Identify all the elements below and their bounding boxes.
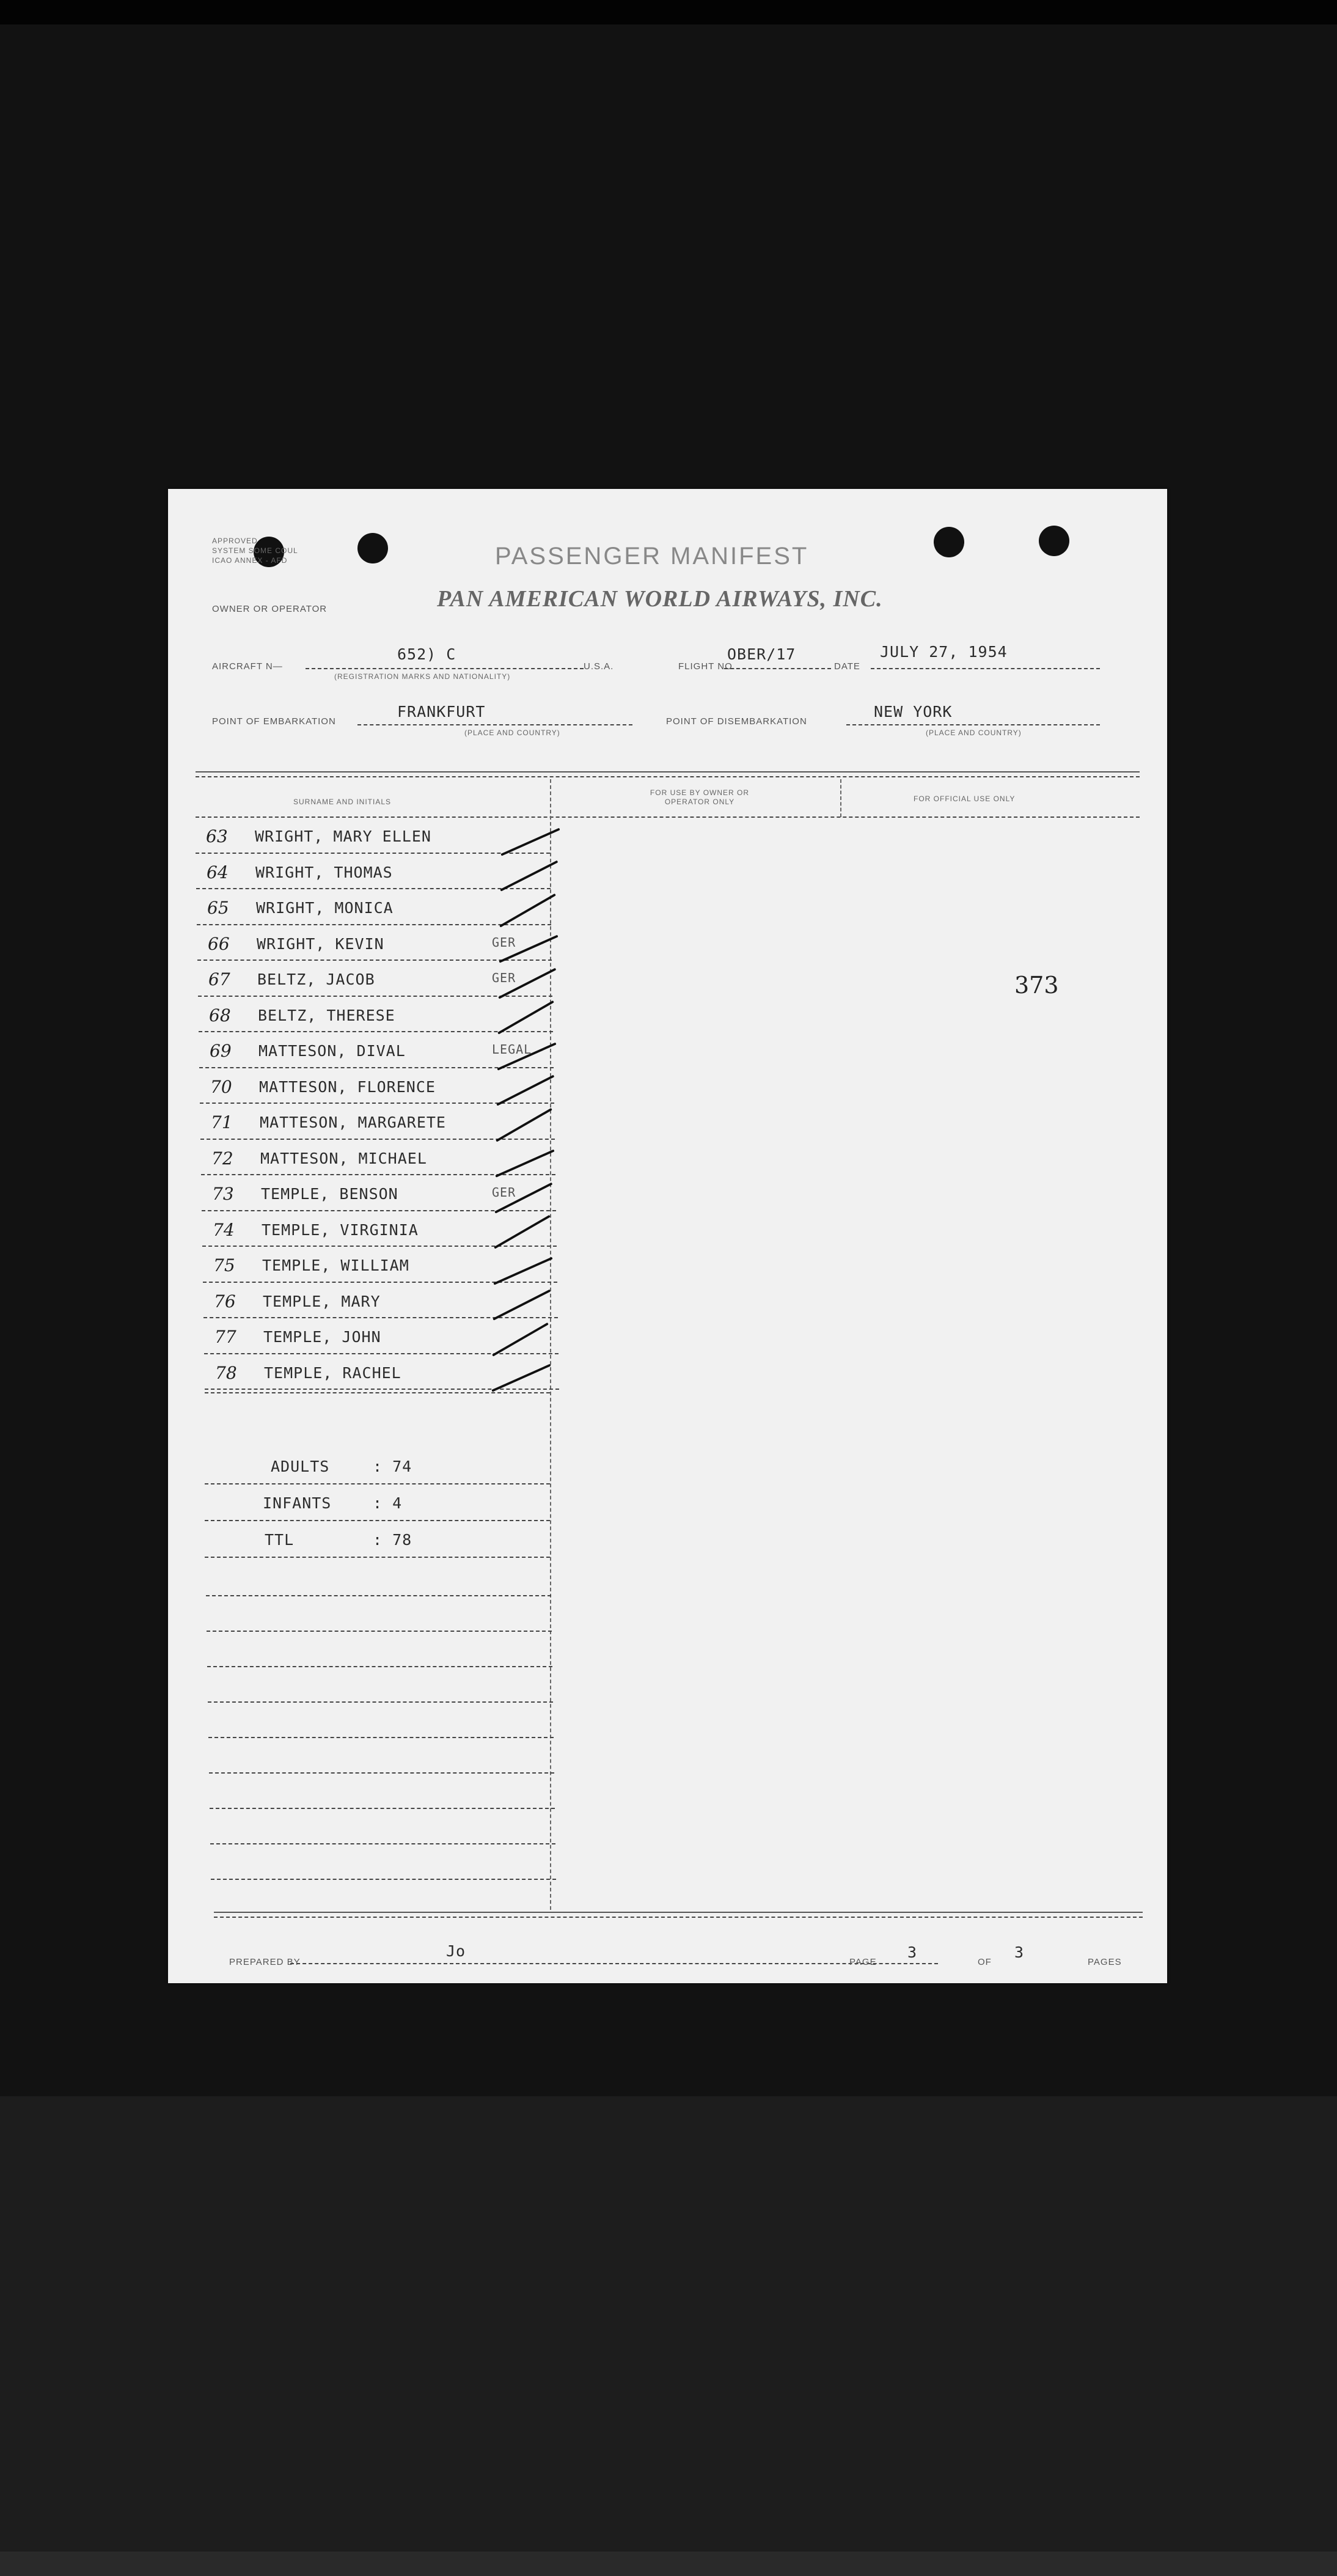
row-line bbox=[196, 888, 551, 889]
date-value: JULY 27, 1954 bbox=[880, 643, 1008, 661]
disembarkation-label: POINT OF DISEMBARKATION bbox=[666, 716, 807, 727]
row-line bbox=[197, 924, 551, 925]
footer-rule bbox=[214, 1912, 1143, 1913]
date-line bbox=[871, 668, 1100, 669]
row-line bbox=[203, 1282, 557, 1283]
check-mark bbox=[492, 1322, 549, 1356]
scan-bottom-edge bbox=[0, 2552, 1337, 2576]
row-line bbox=[202, 1246, 557, 1247]
of-value: 3 bbox=[1014, 1943, 1025, 1961]
passenger-name: WRIGHT, MARY ELLEN bbox=[255, 827, 431, 845]
table-row bbox=[168, 962, 559, 998]
check-mark bbox=[499, 893, 556, 927]
aircraft-value: 652) C bbox=[397, 645, 456, 663]
passenger-name: TEMPLE, VIRGINIA bbox=[262, 1220, 419, 1239]
disembarkation-line bbox=[846, 724, 1100, 725]
corner-note: ICAO ANNEX - AFD bbox=[212, 556, 288, 565]
punch-hole bbox=[357, 533, 388, 563]
passenger-note: GER bbox=[492, 934, 516, 950]
owner-label: OWNER OR OPERATOR bbox=[212, 604, 328, 614]
row-line bbox=[196, 853, 550, 854]
aircraft-line bbox=[306, 668, 584, 669]
check-mark bbox=[496, 1075, 554, 1106]
row-line bbox=[205, 1483, 550, 1484]
registration-note: (REGISTRATION MARKS AND NATIONALITY) bbox=[334, 672, 511, 681]
place-note: (PLACE AND COUNTRY) bbox=[926, 728, 1022, 737]
date-label: DATE bbox=[834, 661, 860, 672]
column-divider bbox=[840, 779, 841, 817]
header-rule bbox=[196, 816, 1140, 818]
passenger-number: 64 bbox=[207, 862, 229, 883]
page-label: PAGE bbox=[849, 1957, 877, 1967]
header-rule bbox=[196, 776, 1140, 777]
passenger-note: LEGAL bbox=[492, 1042, 532, 1057]
check-mark bbox=[493, 1290, 551, 1321]
row-line bbox=[202, 1210, 556, 1211]
prepared-line bbox=[290, 1963, 938, 1964]
scan-background bbox=[0, 2096, 1337, 2552]
total-value: : 4 bbox=[373, 1494, 403, 1512]
check-mark bbox=[493, 1257, 553, 1285]
passenger-number: 75 bbox=[213, 1255, 235, 1275]
passenger-name: BELTZ, JACOB bbox=[257, 971, 375, 988]
row-line bbox=[205, 1557, 550, 1558]
passenger-number: 66 bbox=[208, 933, 230, 954]
total-label: TTL bbox=[265, 1531, 295, 1549]
passenger-name: TEMPLE, BENSON bbox=[261, 1185, 398, 1203]
embarkation-label: POINT OF EMBARKATION bbox=[212, 716, 336, 727]
check-mark bbox=[496, 1107, 552, 1142]
total-value: : 74 bbox=[373, 1458, 412, 1475]
table-row bbox=[168, 1248, 559, 1284]
row-line bbox=[210, 1808, 555, 1809]
row-line bbox=[207, 1666, 552, 1667]
passenger-number: 76 bbox=[214, 1291, 236, 1312]
table-row bbox=[168, 1319, 559, 1356]
total-value: : 78 bbox=[373, 1531, 412, 1549]
row-line bbox=[204, 1353, 559, 1354]
table-row bbox=[168, 1176, 559, 1213]
flight-value: OBER/17 bbox=[727, 645, 796, 663]
passenger-number: 77 bbox=[214, 1327, 236, 1347]
passenger-name: WRIGHT, MONICA bbox=[256, 899, 394, 917]
table-row bbox=[168, 855, 559, 891]
table-row bbox=[168, 998, 559, 1034]
passenger-number: 70 bbox=[210, 1076, 232, 1097]
table-row bbox=[168, 1284, 559, 1320]
check-mark bbox=[491, 1363, 551, 1392]
check-mark bbox=[495, 1149, 555, 1177]
footer-rule bbox=[214, 1917, 1143, 1918]
check-mark bbox=[500, 861, 558, 892]
row-line bbox=[207, 1631, 552, 1632]
passenger-number: 65 bbox=[207, 898, 229, 918]
flight-label: FLIGHT NO. bbox=[678, 661, 736, 672]
passenger-name: TEMPLE, JOHN bbox=[263, 1328, 381, 1346]
passenger-name: WRIGHT, THOMAS bbox=[255, 863, 393, 881]
table-row bbox=[168, 1105, 559, 1141]
row-line bbox=[206, 1595, 551, 1596]
scan-top-edge bbox=[0, 0, 1337, 24]
corner-note: APPROVED bbox=[212, 537, 258, 545]
passenger-name: TEMPLE, RACHEL bbox=[264, 1363, 401, 1382]
row-line bbox=[208, 1701, 553, 1703]
total-label: ADULTS bbox=[271, 1458, 330, 1475]
passenger-number: 63 bbox=[206, 826, 228, 846]
prepared-by-label: PREPARED BY bbox=[229, 1957, 301, 1967]
manifest-sheet bbox=[168, 489, 1167, 1983]
prepared-by-value: Jo bbox=[446, 1942, 466, 1960]
passenger-name: MATTESON, DIVAL bbox=[258, 1042, 406, 1060]
row-line bbox=[211, 1879, 556, 1880]
punch-hole bbox=[934, 527, 964, 557]
col-header-official: FOR OFFICIAL USE ONLY bbox=[914, 794, 1016, 803]
embarkation-line bbox=[357, 724, 632, 725]
row-line bbox=[205, 1520, 550, 1521]
passenger-name: BELTZ, THERESE bbox=[258, 1006, 395, 1024]
col-header-names: SURNAME AND INITIALS bbox=[293, 798, 392, 806]
place-note: (PLACE AND COUNTRY) bbox=[464, 728, 560, 737]
embarkation-value: FRANKFURT bbox=[397, 703, 486, 721]
table-row bbox=[168, 890, 559, 927]
passenger-number: 73 bbox=[212, 1184, 234, 1204]
row-line bbox=[205, 1389, 559, 1390]
header-rule bbox=[196, 771, 1140, 772]
table-row bbox=[168, 1141, 559, 1177]
usa-label: U.S.A. bbox=[584, 661, 614, 672]
check-mark bbox=[500, 827, 560, 856]
passenger-name: MATTESON, FLORENCE bbox=[259, 1077, 436, 1096]
check-mark bbox=[494, 1215, 551, 1249]
table-row bbox=[168, 927, 559, 963]
passenger-name: WRIGHT, KEVIN bbox=[257, 934, 384, 953]
airline-name: PAN AMERICAN WORLD AIRWAYS, INC. bbox=[437, 586, 883, 612]
table-row bbox=[168, 1033, 559, 1070]
passenger-note: GER bbox=[492, 1185, 516, 1200]
of-label: OF bbox=[978, 1957, 992, 1967]
passenger-name: TEMPLE, MARY bbox=[263, 1292, 381, 1310]
disembarkation-value: NEW YORK bbox=[874, 703, 953, 721]
check-mark bbox=[497, 1000, 554, 1035]
row-line bbox=[205, 1392, 550, 1393]
passenger-name: TEMPLE, WILLIAM bbox=[262, 1257, 409, 1274]
row-line bbox=[208, 1737, 554, 1738]
passenger-number: 74 bbox=[213, 1219, 235, 1240]
passenger-number: 72 bbox=[211, 1148, 233, 1169]
table-row bbox=[168, 1070, 559, 1106]
corner-note: SYSTEM SOME COUL bbox=[212, 546, 298, 555]
passenger-number: 67 bbox=[208, 969, 230, 989]
row-line bbox=[210, 1843, 555, 1844]
stamp-number: 373 bbox=[1014, 972, 1059, 999]
passenger-name: MATTESON, MARGARETE bbox=[260, 1114, 446, 1131]
form-title: PASSENGER MANIFEST bbox=[495, 543, 809, 570]
passenger-number: 71 bbox=[211, 1112, 233, 1132]
passenger-name: MATTESON, MICHAEL bbox=[260, 1149, 427, 1167]
passenger-note: GER bbox=[492, 971, 516, 985]
aircraft-label: AIRCRAFT N— bbox=[212, 661, 283, 672]
passenger-number: 69 bbox=[210, 1041, 232, 1061]
col-header-owner: FOR USE BY OWNER OR OPERATOR ONLY bbox=[650, 788, 750, 806]
passenger-number: 68 bbox=[209, 1005, 231, 1026]
row-line bbox=[203, 1317, 558, 1318]
row-line bbox=[209, 1772, 554, 1774]
flight-line bbox=[724, 668, 831, 669]
table-row bbox=[168, 1356, 559, 1392]
page-value: 3 bbox=[907, 1943, 918, 1961]
total-label: INFANTS bbox=[263, 1494, 332, 1512]
pages-label: PAGES bbox=[1088, 1957, 1122, 1967]
table-row bbox=[168, 1213, 559, 1249]
table-row bbox=[168, 819, 559, 855]
punch-hole bbox=[1039, 526, 1069, 556]
passenger-number: 78 bbox=[215, 1362, 237, 1383]
